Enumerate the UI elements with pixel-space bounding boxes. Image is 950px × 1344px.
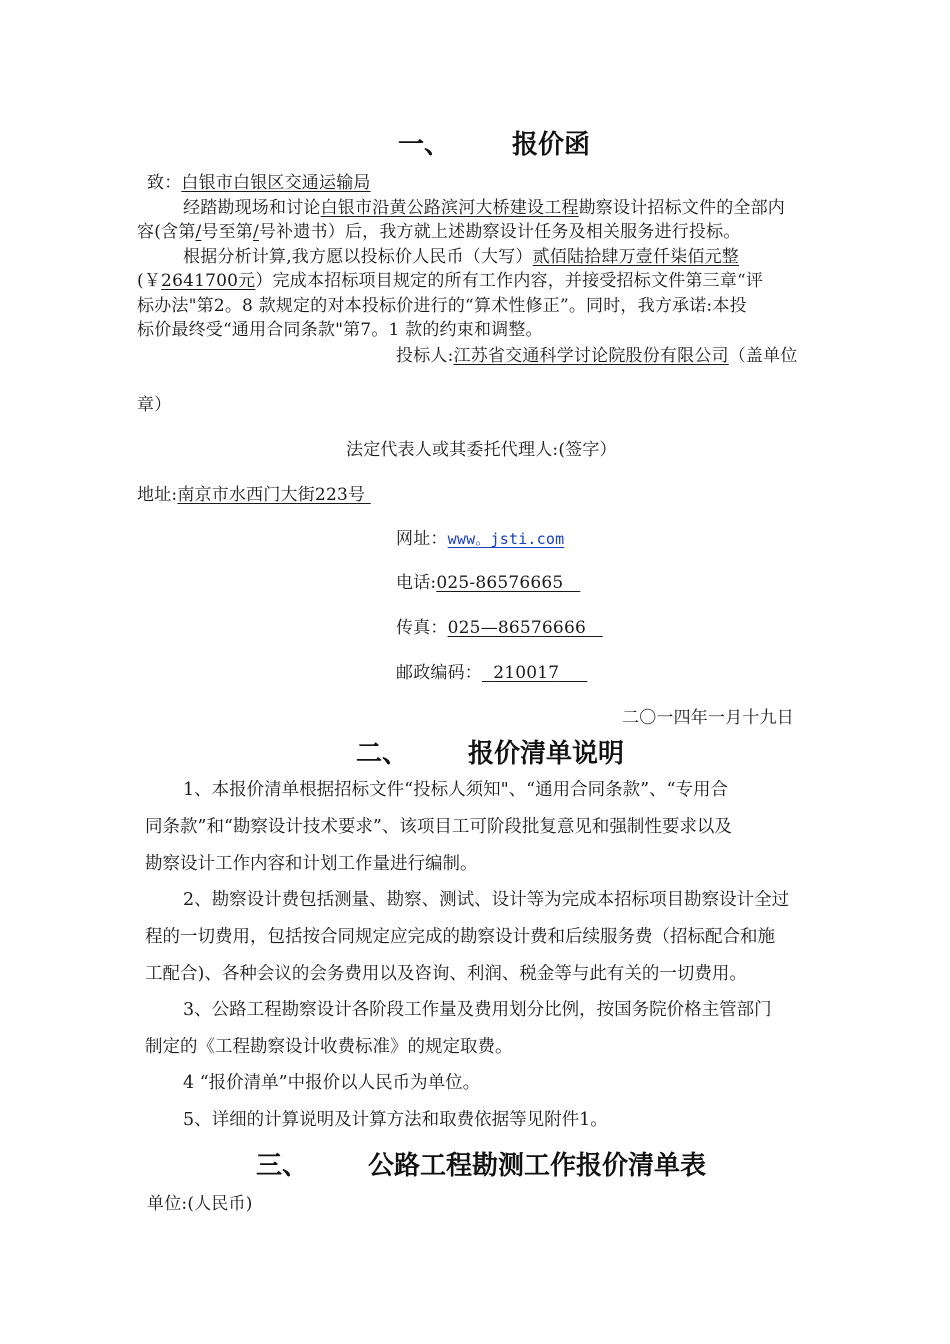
bidder-line <box>396 341 798 366</box>
notes-line: 5、详细的计算说明及计算方法和取费依据等见附件1。 <box>183 1110 608 1130</box>
bidder-label: 投标人: <box>396 346 454 366</box>
seal-note-b: 章） <box>137 395 172 415</box>
project-name: 白银市沿黄公路滨河大桥建设工程 <box>320 198 579 218</box>
section2-title: 报价清单说明 <box>468 739 625 769</box>
p1-text-c: 容(含第 <box>137 222 196 242</box>
signing-date: 二〇一四年一月十九日 <box>622 708 794 728</box>
fax-label: 传真： <box>396 618 448 638</box>
recipient-line <box>147 168 371 193</box>
p1-text-a: 经踏勘现场和讨论 <box>183 198 321 218</box>
p1-text-d: 号至第 <box>201 222 253 242</box>
paragraph2-line1 <box>183 242 739 267</box>
section3-title: 公路工程勘测工作报价清单表 <box>368 1151 707 1181</box>
notes-line: 制定的《工程勘察设计收费标准》的规定取费。 <box>145 1037 513 1057</box>
addendum-from: / <box>195 222 202 242</box>
recipient-prefix: 致： <box>147 173 182 193</box>
paragraph2-line2 <box>137 266 763 291</box>
address-label: 地址: <box>137 485 178 505</box>
address-line <box>137 480 371 505</box>
notes-line: 同条款”和“勘察设计技术要求”、该项目工可阶段批复意见和强制性要求以及 <box>145 817 732 837</box>
p1-text-b: 勘察设计招标文件的全部内 <box>578 198 786 218</box>
p2-text-a: 根据分析计算,我方愿以投标价人民币（大写） <box>183 247 533 267</box>
notes-line: 4 “报价清单”中报价以人民币为单位。 <box>183 1073 481 1093</box>
section2-number: 二、 <box>356 739 409 769</box>
website-line <box>396 524 564 549</box>
postcode-value: 210017 <box>493 663 560 683</box>
website-link[interactable]: www。jsti.com <box>447 530 565 548</box>
paragraph1-line2 <box>137 217 741 242</box>
notes-line: 1、本报价清单根据招标文件“投标人须知"、“通用合同条款”、“专用合 <box>183 780 728 800</box>
paragraph1-line1 <box>183 193 785 218</box>
fax-value: 025—86576666 <box>447 618 586 638</box>
addendum-to: / <box>252 222 259 242</box>
seal-note-a: （盖单位 <box>728 346 798 366</box>
phone-label: 电话: <box>396 573 437 593</box>
amount-in-figures: 2641700元 <box>161 271 256 291</box>
section1-number: 一、 <box>398 130 451 160</box>
paragraph2-line3: 标办法"第2。8 款规定的对本投标价进行的“算术性修正”。同时，我方承诺:本投 <box>137 296 747 316</box>
phone-value: 025-86576665 <box>436 573 564 593</box>
postcode-label: 邮政编码： <box>396 663 482 683</box>
legal-representative: 法定代表人或其委托代理人:(签字） <box>346 440 617 460</box>
website-label: 网址： <box>396 529 448 549</box>
p2-text-c: ）完成本招标项目规定的所有工作内容，并接受招标文件第三章“评 <box>255 271 764 291</box>
fax-line <box>396 613 603 638</box>
amount-in-words: 贰佰陆拾肆万壹仟柒佰元整 <box>532 247 740 267</box>
notes-line: 程的一切费用，包括按合同规定应完成的勘察设计费和后续服务费（招标配合和施 <box>145 927 775 947</box>
p1-text-e: 号补遗书）后，我方就上述勘察设计任务及相关服务进行投标。 <box>258 222 741 242</box>
notes-line: 3、公路工程勘察设计各阶段工作量及费用划分比例，按国务院价格主管部门 <box>183 1000 772 1020</box>
section3-number: 三、 <box>256 1151 309 1181</box>
bidder-name: 江苏省交通科学讨论院股份有限公司 <box>453 346 729 366</box>
notes-line: 2、勘察设计费包括测量、勘察、测试、设计等为完成本招标项目勘察设计全过 <box>183 890 790 910</box>
recipient-name: 白银市白银区交通运输局 <box>181 173 371 193</box>
section1-title: 报价函 <box>512 130 591 160</box>
currency-unit: 单位:(人民币) <box>147 1194 253 1214</box>
notes-line: 工配合)、各种会议的会务费用以及咨询、利润、税金等与此有关的一切费用。 <box>145 964 747 984</box>
postcode-line <box>396 658 587 683</box>
phone-line <box>396 568 580 593</box>
p2-text-b: (￥ <box>137 271 162 291</box>
notes-line: 勘察设计工作内容和计划工作量进行编制。 <box>145 854 478 874</box>
paragraph2-line4: 标价最终受“通用合同条款"第7。1 款的约束和调整。 <box>137 320 543 340</box>
address-value: 南京市水西门大街223号 <box>177 485 366 505</box>
